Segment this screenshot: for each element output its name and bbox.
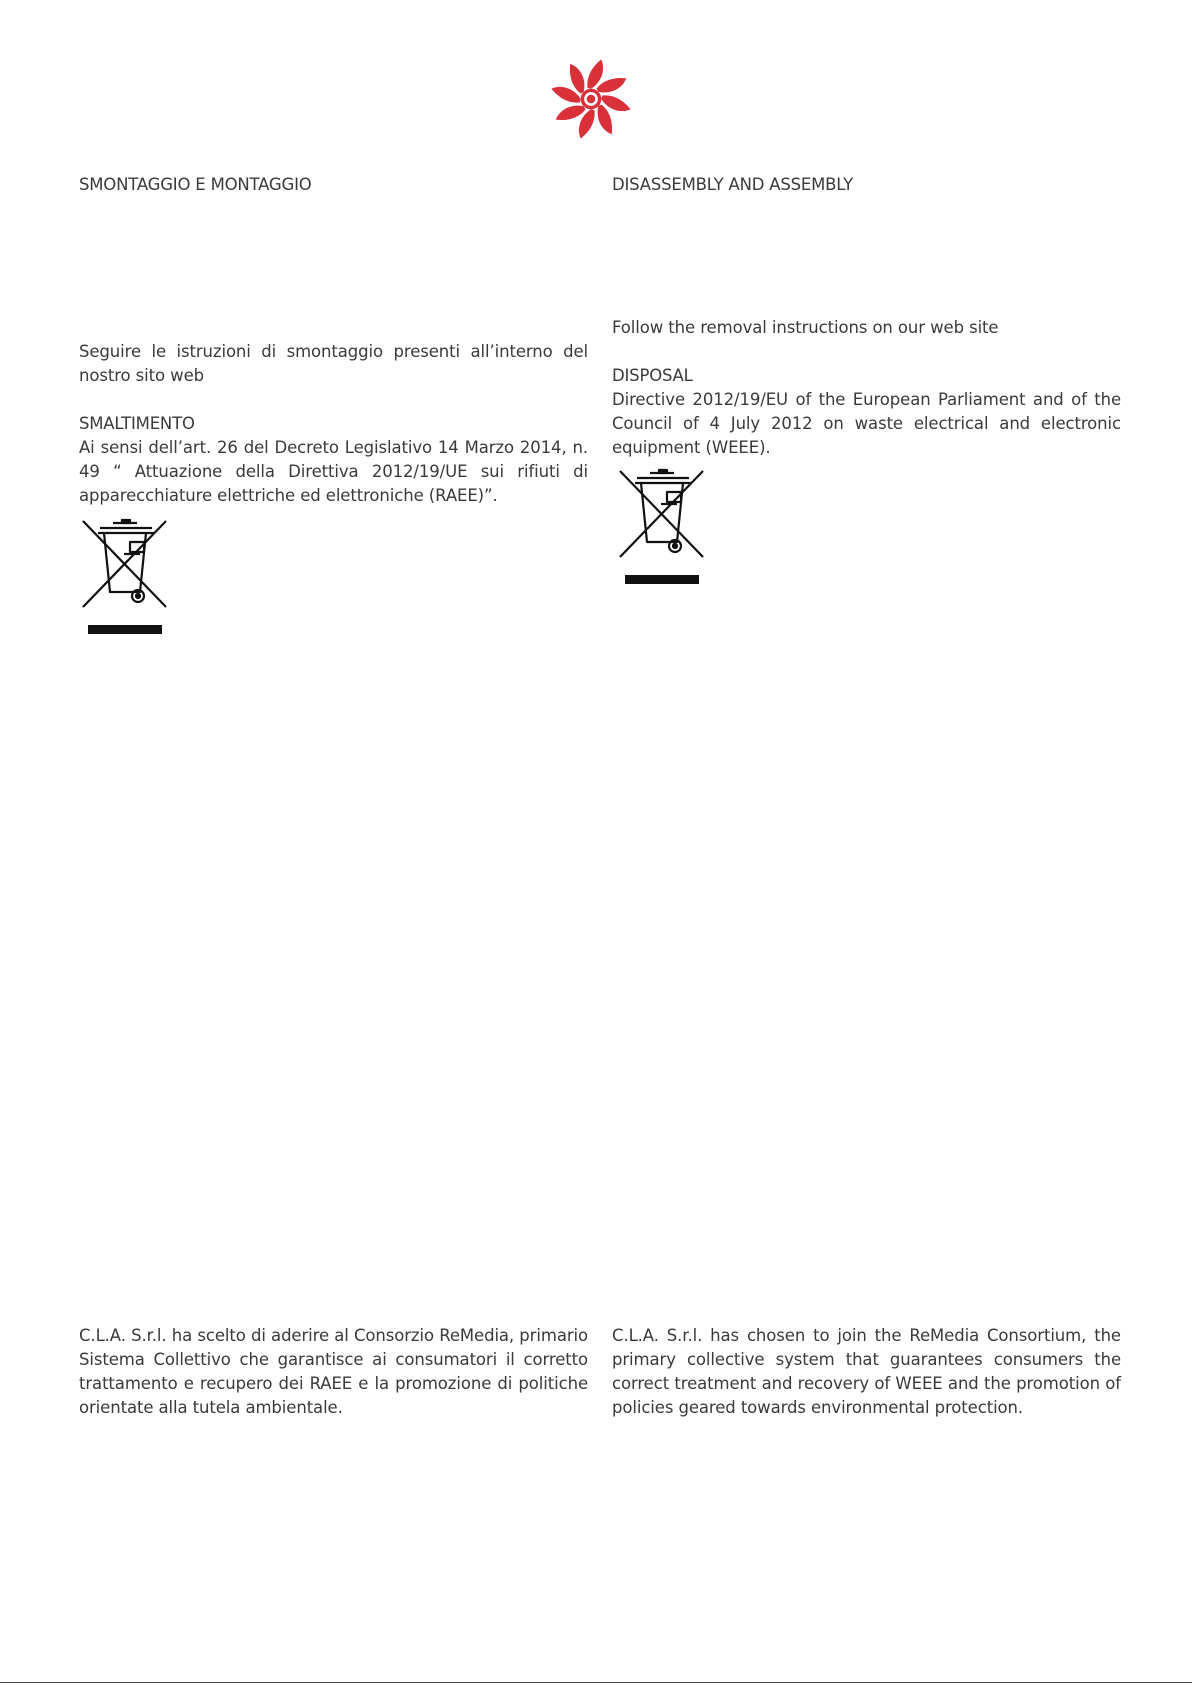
removal-instructions-text: Follow the removal instructions on our web site	[612, 318, 999, 337]
disposal-text: Ai sensi dell’art. 26 del Decreto Legislativo 14 Marzo 2014, n. 49 “ Attuazione della Direttiva 2012/19/UE sui rifiuti di apparecchiature elettriche ed elettroniche (RAEE)”.	[79, 438, 588, 505]
disposal-text: Directive 2012/19/EU of the European Parliament and of the Council of 4 July 2012 on waste electrical and electronic equipment (WEEE).	[612, 390, 1121, 457]
section-heading-smaltimento: SMALTIMENTO	[79, 414, 195, 433]
crossed-out-wheelie-bin-icon	[80, 518, 172, 634]
consortium-text: C.L.A. S.r.l. ha scelto di aderire al Consorzio ReMedia, primario Sistema Collettivo che garantisce ai consumatori il corretto trattamento e recupero dei RAEE e la promozione di politiche orientate alla tutela ambientale.	[79, 1326, 588, 1417]
section-heading-smontaggio: SMONTAGGIO E MONTAGGIO	[79, 175, 312, 194]
crossed-out-wheelie-bin-icon	[617, 468, 709, 584]
consortium-text: C.L.A. S.r.l. has chosen to join the ReMedia Consortium, the primary collective system that guarantees consumers the correct treatment and recovery of WEEE and the promotion of policies geared towards environmental protection.	[612, 1326, 1121, 1417]
removal-instructions-text: Seguire le istruzioni di smontaggio presenti all’interno del nostro sito web	[79, 342, 588, 385]
section-heading-disposal: DISPOSAL	[612, 366, 693, 385]
section-heading-disassembly: DISASSEMBLY AND ASSEMBLY	[612, 175, 853, 194]
fan-logo-icon	[548, 56, 634, 142]
page-bottom-rule	[0, 1682, 1192, 1683]
